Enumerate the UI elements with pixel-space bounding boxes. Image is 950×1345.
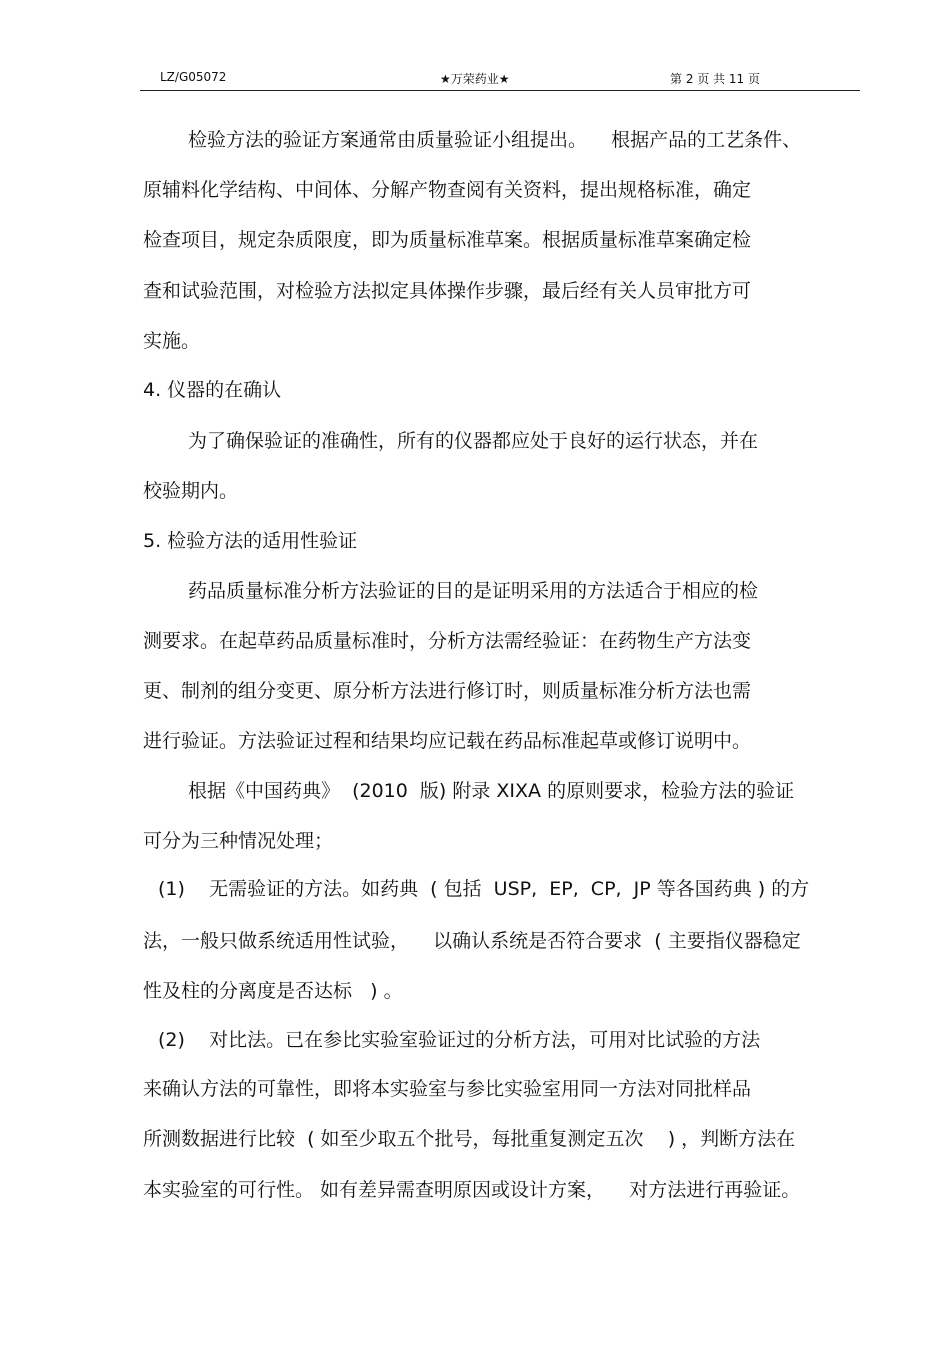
- paragraph-line: 进行验证。方法验证过程和结果均应记载在药品标准起草或修订说明中。: [143, 730, 752, 752]
- paragraph-line: 查和试验范围，对检验方法拟定具体操作步骤，最后经有关人员审批方可: [143, 280, 752, 302]
- list-item-line: (2) 对比法。已在参比实验室验证过的分析方法，可用对比试验的方法: [158, 1029, 761, 1051]
- list-item-line: (1) 无需验证的方法。如药典 ( 包括 USP, EP, CP, JP 等各国药典 ) 的方: [158, 878, 810, 900]
- paragraph-line: 药品质量标准分析方法验证的目的是证明采用的方法适合于相应的检: [188, 580, 759, 602]
- paragraph-line: 性及柱的分离度是否达标 ) 。: [143, 980, 403, 1002]
- document-code: LZ/G05072: [160, 70, 227, 84]
- paragraph-line: 可分为三种情况处理；: [143, 830, 334, 852]
- paragraph-line: 校验期内。: [143, 480, 239, 502]
- paragraph-line: 法，一般只做系统适用性试验， 以确认系统是否符合要求 ( 主要指仪器稳定: [143, 930, 801, 952]
- paragraph-line: 检查项目，规定杂质限度，即为质量标准草案。根据质量标准草案确定检: [143, 229, 752, 251]
- section-heading: 4. 仪器的在确认: [143, 379, 282, 401]
- paragraph-line: 原辅料化学结构、中间体、分解产物查阅有关资料，提出规格标准，确定: [143, 179, 752, 201]
- company-name: ★万荣药业★: [440, 72, 510, 86]
- paragraph-line: 本实验室的可行性。 如有差异需查明原因或设计方案， 对方法进行再验证。: [143, 1179, 801, 1201]
- page-header: [140, 66, 860, 91]
- paragraph-line: 根据《中国药典》 (2010 版) 附录 XIXA 的原则要求，检验方法的验证: [188, 780, 795, 802]
- section-heading: 5. 检验方法的适用性验证: [143, 530, 358, 552]
- paragraph-line: 更、制剂的组分变更、原分析方法进行修订时，则质量标准分析方法也需: [143, 680, 752, 702]
- paragraph-line: 来确认方法的可靠性，即将本实验室与参比实验室用同一方法对同批样品: [143, 1078, 752, 1100]
- paragraph-line: 所测数据进行比较 ( 如至少取五个批号，每批重复测定五次 ) ，判断方法在: [143, 1128, 796, 1150]
- page-number: 第 2 页 共 11 页: [670, 72, 760, 86]
- paragraph-line: 测要求。在起草药品质量标准时，分析方法需经验证：在药物生产方法变: [143, 630, 752, 652]
- paragraph-line: 为了确保验证的准确性，所有的仪器都应处于良好的运行状态，并在: [188, 430, 759, 452]
- paragraph-line: 检验方法的验证方案通常由质量验证小组提出。 根据产品的工艺条件、: [188, 129, 802, 151]
- paragraph-line: 实施。: [143, 330, 201, 352]
